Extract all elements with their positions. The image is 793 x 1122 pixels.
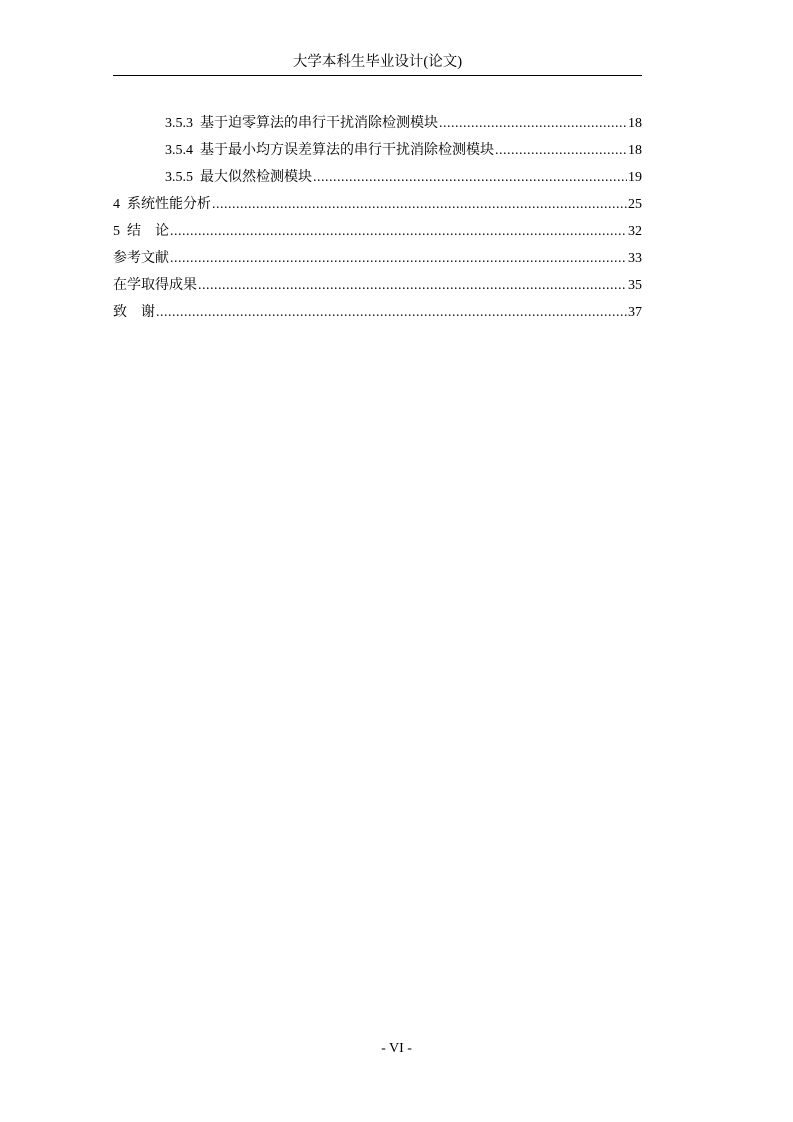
toc-entry-title: 最大似然检测模块 [200, 170, 312, 185]
toc-dot-leader [439, 114, 627, 134]
toc-entry-page: 37 [628, 305, 642, 320]
page-number-footer: - VI - [381, 1041, 412, 1056]
toc-entry-title: 在学取得成果 [113, 278, 197, 293]
toc-entry-number: 3.5.3 [165, 116, 193, 131]
toc-entry-title: 致 谢 [113, 305, 155, 320]
toc-entry-page: 19 [628, 170, 642, 185]
toc-entry-page: 35 [628, 278, 642, 293]
toc-entry[interactable] [113, 276, 642, 303]
toc-dot-leader [495, 141, 627, 161]
toc-entry-page: 32 [628, 224, 642, 239]
toc-entry-title: 基于迫零算法的串行干扰消除检测模块 [200, 116, 438, 131]
toc-entry[interactable] [113, 168, 642, 195]
toc-entry-number: 3.5.5 [165, 170, 193, 185]
toc-entry-number: 4 [113, 197, 120, 212]
toc-entry-number: 5 [113, 224, 120, 239]
toc-entry-page: 25 [628, 197, 642, 212]
toc-entry[interactable] [113, 141, 642, 168]
toc-dot-leader [198, 276, 627, 296]
toc-entry[interactable] [113, 195, 642, 222]
toc-dot-leader [170, 222, 627, 242]
toc-entry-number: 3.5.4 [165, 143, 193, 158]
toc-dot-leader [212, 195, 627, 215]
table-of-contents [113, 114, 642, 330]
toc-entry[interactable] [113, 303, 642, 330]
toc-entry-title: 基于最小均方误差算法的串行干扰消除检测模块 [200, 143, 494, 158]
toc-entry[interactable] [113, 222, 642, 249]
toc-dot-leader [313, 168, 627, 188]
toc-entry-page: 18 [628, 143, 642, 158]
header-divider [113, 75, 642, 76]
toc-entry-page: 33 [628, 251, 642, 266]
toc-entry-title: 结 论 [127, 224, 169, 239]
toc-dot-leader [170, 249, 627, 269]
toc-entry-title: 参考文献 [113, 251, 169, 266]
toc-entry[interactable] [113, 249, 642, 276]
toc-dot-leader [156, 303, 627, 323]
toc-entry[interactable] [113, 114, 642, 141]
toc-entry-title: 系统性能分析 [127, 197, 211, 212]
page-header-title: 大学本科生毕业设计(论文) [292, 54, 463, 70]
toc-entry-page: 18 [628, 116, 642, 131]
